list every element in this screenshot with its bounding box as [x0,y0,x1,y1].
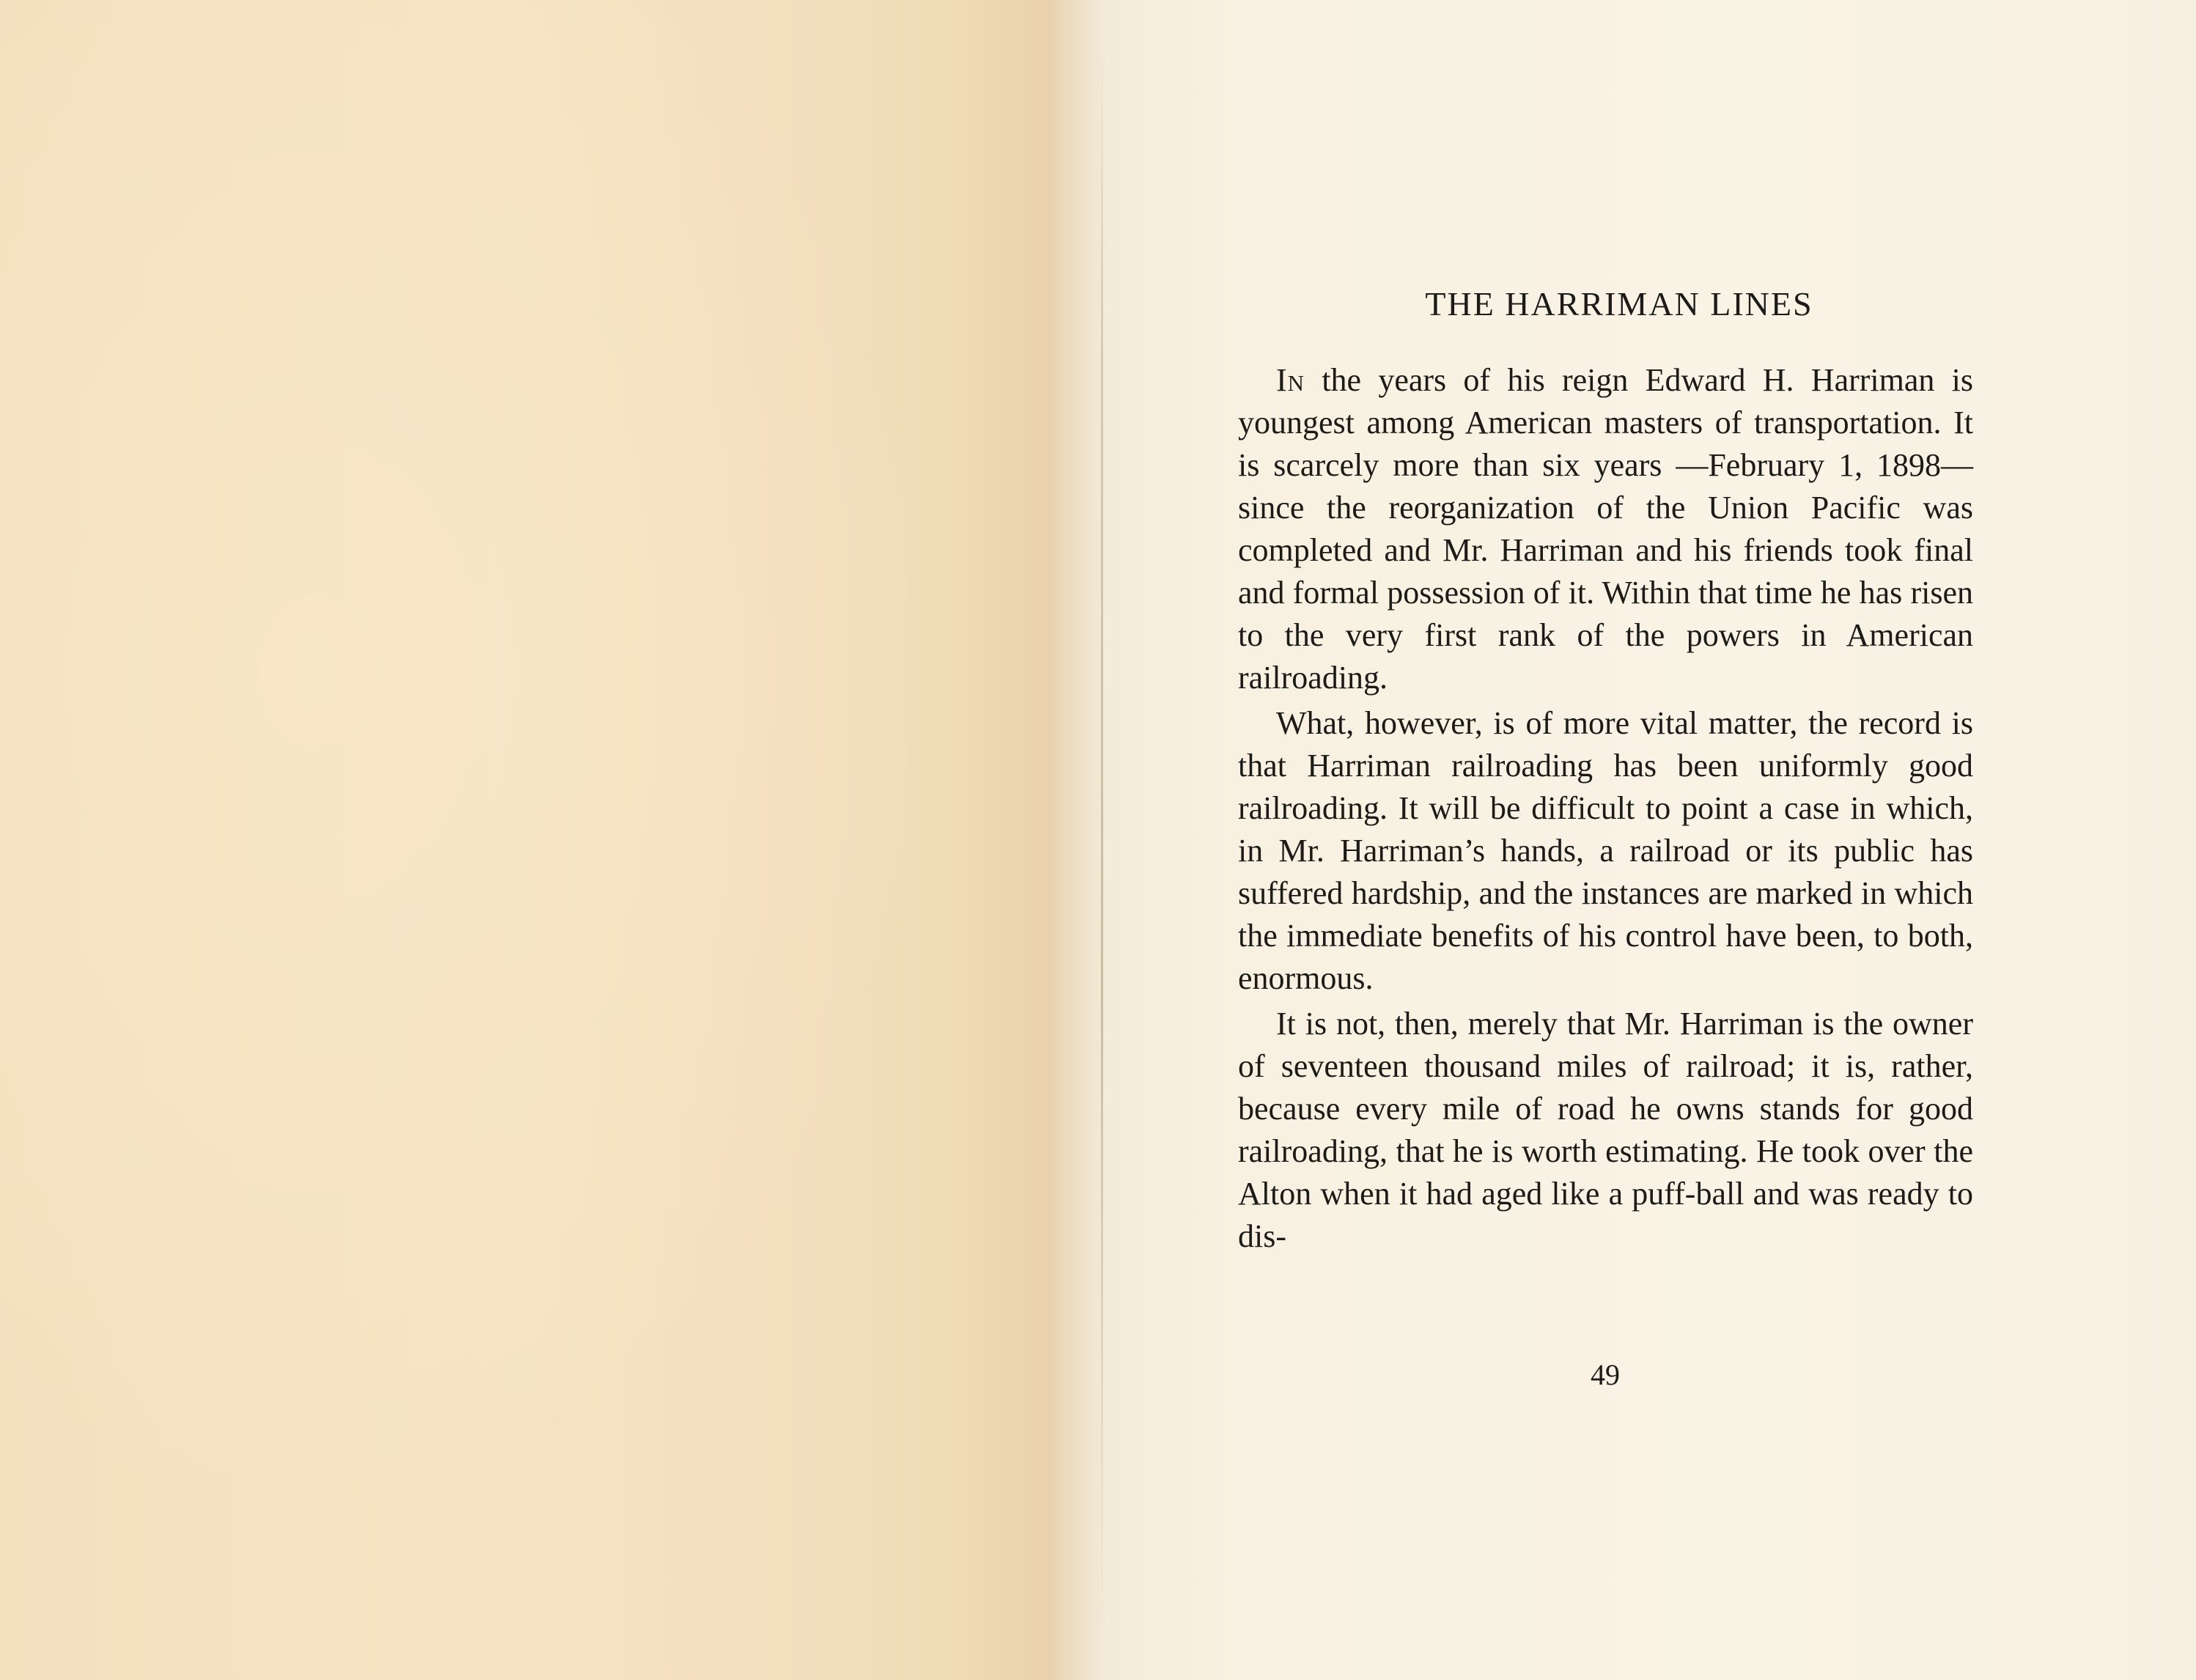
gutter-shadow [1101,51,1103,1627]
paragraph-1-text: the years of his reign Edward H. Harriman is youngest among American masters of transportation. It is scarcely more than six years —February 1, 1898—since the reorganization of the Union Pacific was completed and Mr. Harriman and his friends took final and formal possession of it. Within that time he has risen to the very first rank of the powers in American railroading. [1238,362,1973,696]
paragraph-1 [1238,359,1973,699]
left-page-blank [0,0,1048,1680]
paragraph-2: What, however, is of more vital matter, the record is that Harriman railroading has been uniformly good railroading. It will be difficult to point a case in which, in Mr. Harriman’s hands, a railroad or its public has suffered hardship, and the instances are marked in which the immediate benefits of his control have been, to both, enormous. [1238,705,1973,996]
running-head: THE HARRIMAN LINES [1425,285,1813,323]
book-gutter [1048,0,1108,1680]
page-number: 49 [1591,1358,1620,1391]
page-body [1238,359,1973,1258]
paragraph-3: It is not, then, merely that Mr. Harriman is the owner of seventeen thousand miles of railroad; it is, rather, because every mile of road he owns stands for good railroading, that he is worth estimating. He took over the Alton when it had aged like a puff-ball and was ready to dis- [1238,1006,1973,1254]
opening-small-caps: In [1276,362,1305,398]
